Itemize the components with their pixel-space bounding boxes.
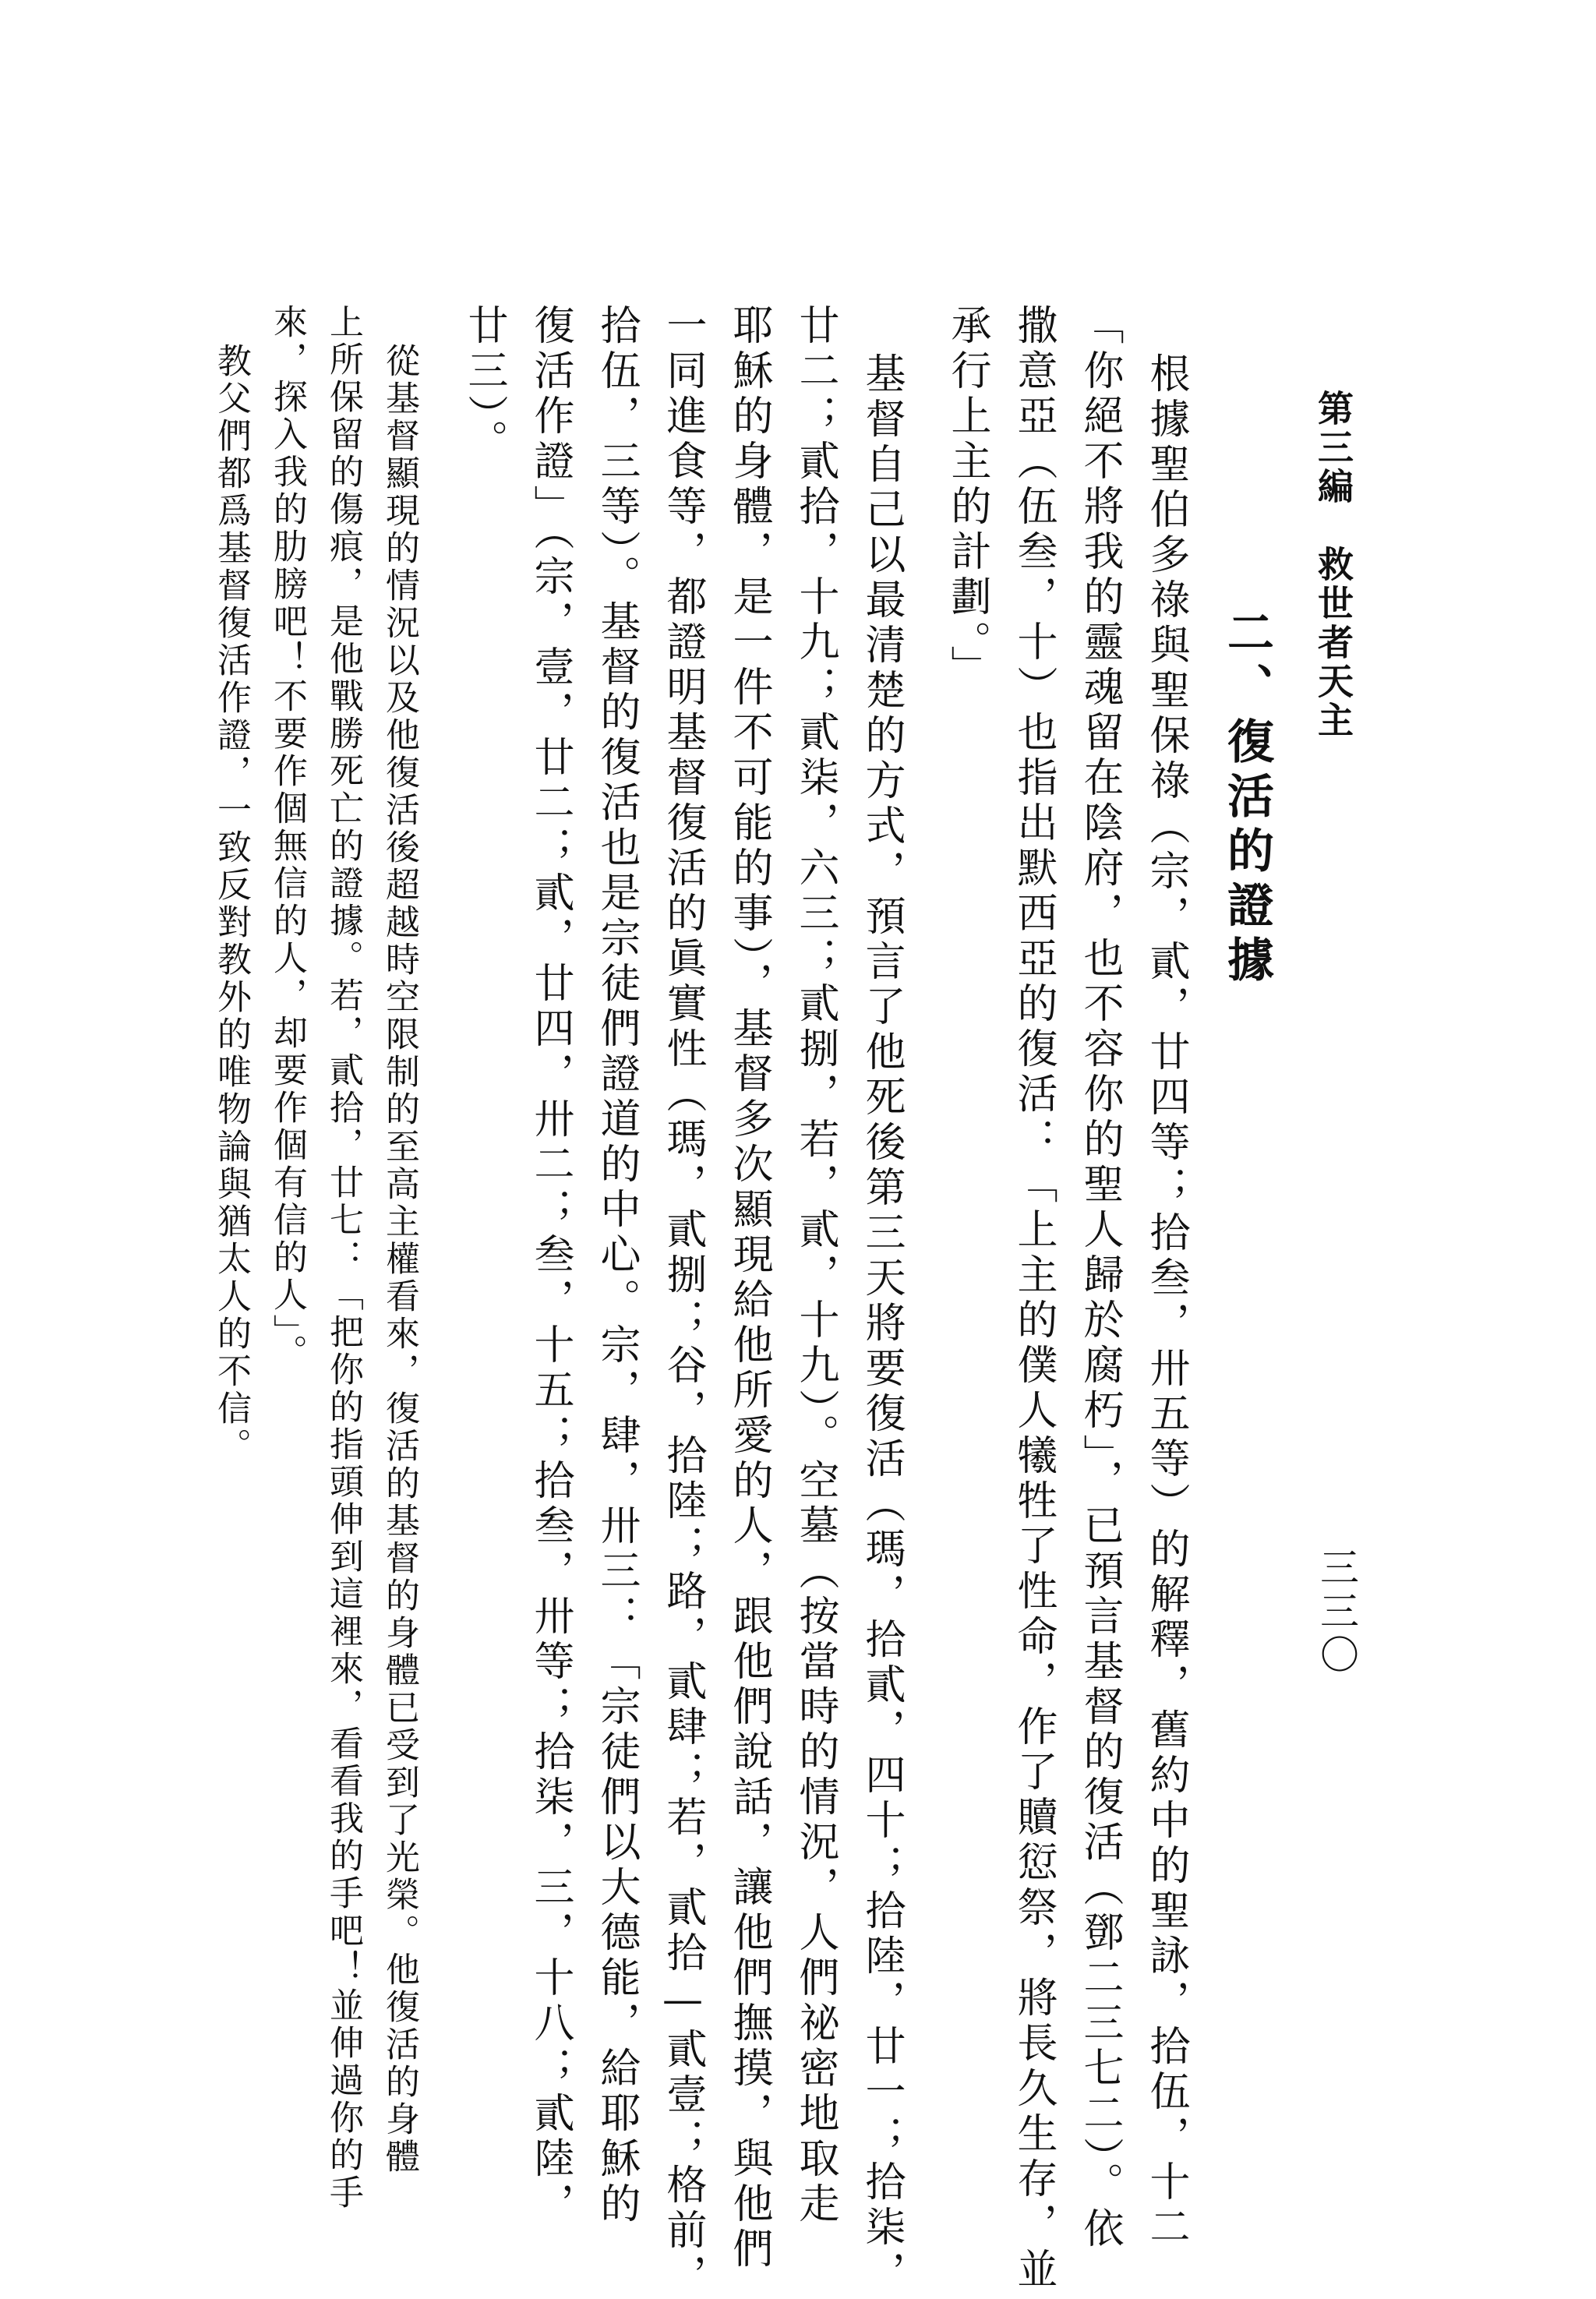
quote-line: 教父們都爲基督復活作證，一致反對教外的唯物論與猶太人的不信。 (211, 343, 251, 1465)
body-line: 一同進食等，都證明基督復活的眞實性（瑪，貳捌；谷，拾陸；路，貳肆；若，貳拾—貳壹；格前， (659, 304, 706, 2299)
body-line: 廿三）。 (461, 304, 507, 464)
body-line: 根據聖伯多祿與聖保祿（宗，貳，廿四等；拾叁，卅五等）的解釋，舊約中的聖詠，拾伍，十二 (1142, 352, 1189, 2251)
body-line: 撒意亞（伍叁，十）也指出默西亞的復活：「上主的僕人犧牲了性命，作了贖愆祭，將長久生存，並 (1010, 304, 1057, 2293)
page-number: 三三〇 (1314, 1547, 1359, 1678)
body-line: 廿二；貳拾，十九；貳柒，六三；貳捌，若，貳，十九）。空墓（按當時的情況，人們祕密地取走 (792, 304, 839, 2227)
body-line: 耶穌的身體，是一件不可能的事），基督多次顯現給他所愛的人，跟他們說話，讓他們撫摸，與他們 (726, 304, 772, 2273)
quote-line: 從基督顯現的情況以及他復活後超越時空限制的至高主權看來，復活的基督的身體已受到了光榮。他復活的身體 (380, 343, 419, 2176)
body-line: 基督自己以最清楚的方式，預言了他死後第三天將要復活（瑪，拾貳，四十；拾陸，廿一；拾柒， (858, 352, 905, 2296)
body-line: 承行上主的計劃。」 (944, 304, 990, 690)
running-header: 第三編 救世者天主 (1312, 390, 1354, 740)
quote-line: 來，探入我的肋膀吧！不要作個無信的人，却要作個有信的人」。 (267, 304, 307, 1372)
quote-line: 上所保留的傷痕，是他戰勝死亡的證據。若，貳拾，廿七：「把你的指頭伸到這裡來，看看我的手吧！並伸過你的手 (323, 304, 363, 2212)
section-title: 二、復活的證據 (1220, 608, 1274, 990)
body-line: 復活作證」（宗，壹，廿二；貳，廿四，卅二；叁，十五；拾叁，卅等；拾柒，三，十八；貳陸， (527, 304, 574, 2227)
body-line: 「你絕不將我的靈魂留在陰府，也不容你的聖人歸於腐朽」，已預言基督的復活（鄧二三七二）。依 (1076, 304, 1123, 2252)
body-line: 拾伍，三等）。基督的復活也是宗徒們證道的中心。宗，肆，卅三：「宗徒們以大德能，給耶穌的 (593, 304, 640, 2227)
